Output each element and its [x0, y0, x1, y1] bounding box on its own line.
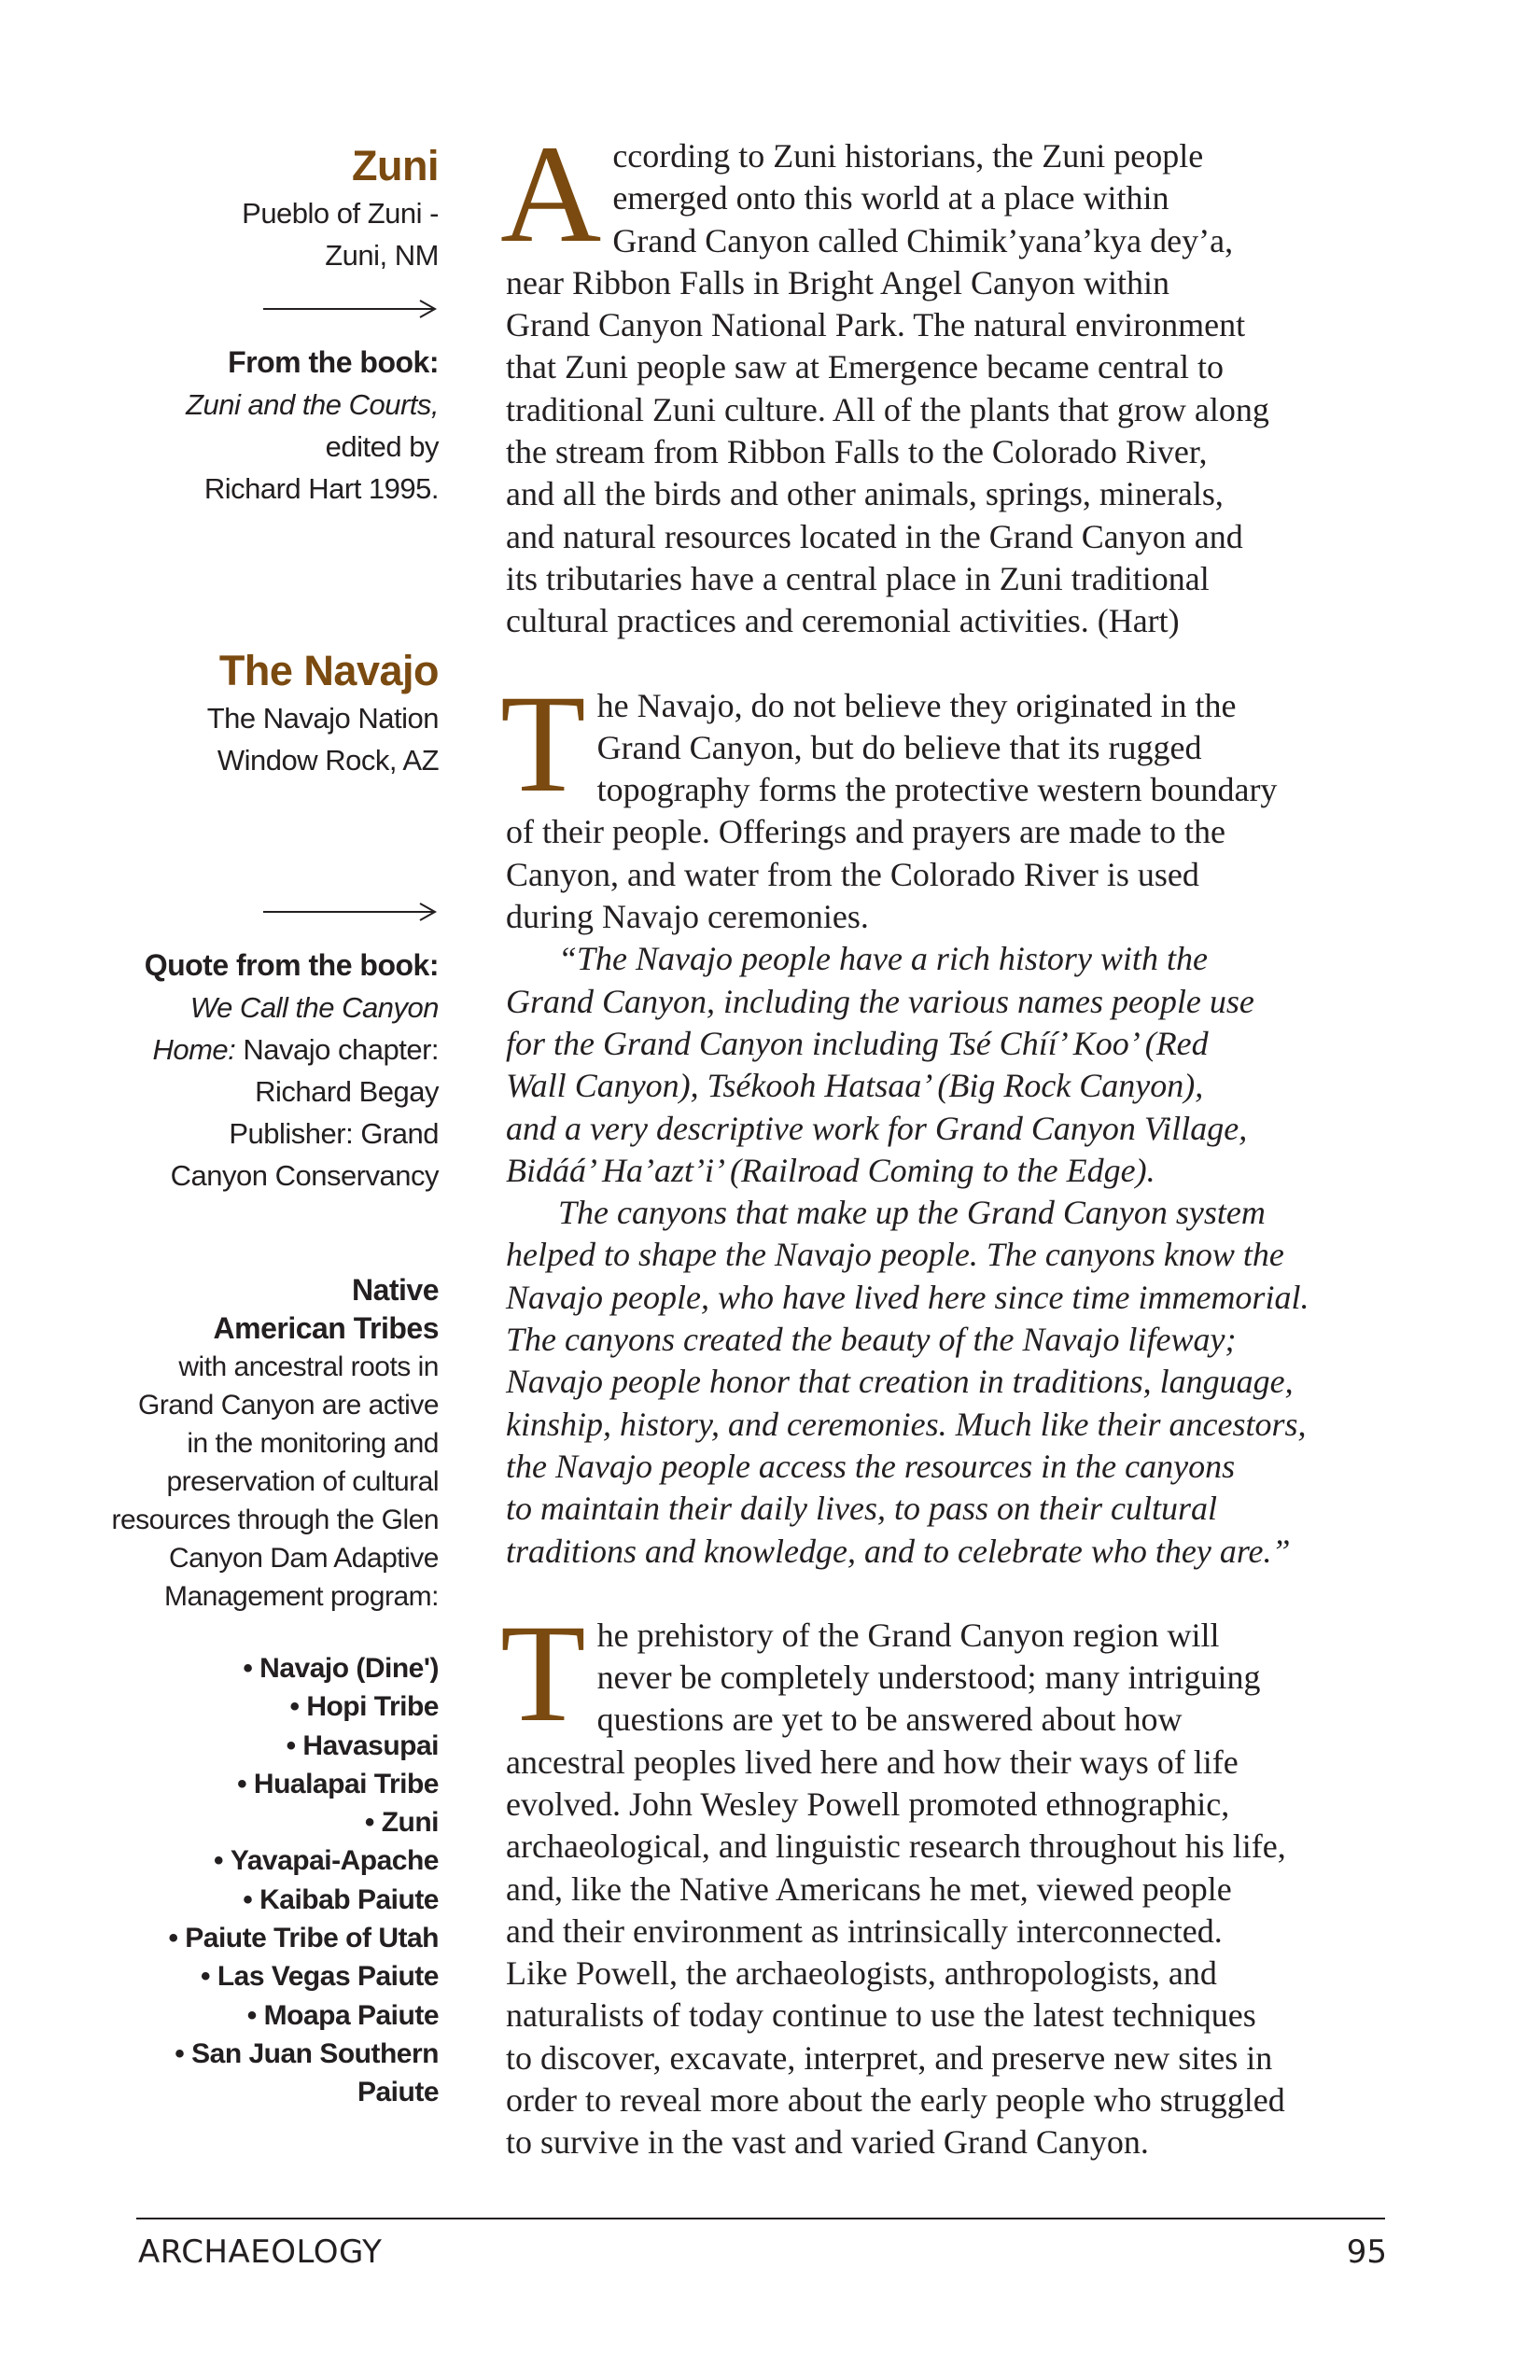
list-item: • Yavapai-Apache [93, 1841, 439, 1880]
line: near Ribbon Falls in Bright Angel Canyon within [506, 263, 1169, 301]
line: emerged onto this world at a place within [612, 179, 1169, 217]
list-item: • Moapa Paiute [93, 1996, 439, 2035]
line: during Navajo ceremonies. [506, 898, 869, 936]
line: traditional Zuni culture. All of the plants that grow along [506, 390, 1269, 428]
drop-cap: T [500, 665, 586, 821]
line: Bidáá’ Ha’azt’i’ (Railroad Coming to the Edge). [506, 1151, 1155, 1189]
drop-cap: T [500, 1595, 586, 1751]
line: topography forms the protective western boundary [596, 771, 1278, 809]
line: its tributaries have a central place in Zuni traditional [506, 559, 1210, 597]
line: for the Grand Canyon including Tsé Chíí’ Koo’ (Red [506, 1024, 1209, 1062]
drop-cap: A [500, 117, 602, 272]
line: kinship, history, and ceremonies. Much like their ancestors, [506, 1405, 1307, 1443]
page-number: 95 [1346, 2233, 1387, 2271]
line: “The Navajo people have a rich history with the [558, 940, 1208, 978]
line: Grand Canyon called Chimik’yana’kya dey’a, [612, 221, 1234, 259]
line: and, like the Native Americans he met, viewed people [506, 1869, 1232, 1908]
zuni-edited-by: edited by [325, 430, 439, 463]
tribes-desc-line: Canyon Dam Adaptive [168, 1543, 439, 1574]
tribes-desc-line: resources through the Glen [111, 1505, 439, 1535]
zuni-org-line1: Pueblo of Zuni - [242, 197, 439, 230]
navajo-book-title-line2: Home: [152, 1033, 236, 1066]
line: cultural practices and ceremonial activities. (Hart) [506, 602, 1180, 640]
line: ccording to Zuni historians, the Zuni people [612, 137, 1204, 175]
line: Grand Canyon, including the various names people use [506, 982, 1254, 1020]
tribes-desc-line: with ancestral roots in [178, 1351, 439, 1382]
line: Grand Canyon National Park. The natural environment [506, 306, 1246, 344]
line: of their people. Offerings and prayers are made to the [506, 813, 1226, 851]
line: that Zuni people saw at Emergence became central to [506, 348, 1224, 386]
line: order to reveal more about the early people who struggled [506, 2081, 1285, 2120]
navajo-org-line2: Window Rock, AZ [217, 744, 439, 777]
list-item: • San Juan Southern Paiute [93, 2035, 439, 2112]
navajo-book-title-line2-row [93, 1029, 439, 1071]
list-item: • Paiute Tribe of Utah [93, 1919, 439, 1957]
line: the stream from Ribbon Falls to the Colorado River, [506, 433, 1208, 471]
arrow-right-icon [261, 295, 439, 323]
line: naturalists of today continue to use the latest techniques [506, 1996, 1256, 2035]
line: and all the birds and other animals, springs, minerals, [506, 475, 1224, 513]
line: Navajo people honor that creation in traditions, language, [506, 1363, 1294, 1401]
footer-divider [136, 2218, 1385, 2219]
zuni-source-label: From the book: [228, 345, 439, 379]
line: he prehistory of the Grand Canyon region will [596, 1616, 1220, 1654]
line: ancestral peoples lived here and how their ways of life [506, 1743, 1239, 1781]
line: to survive in the vast and varied Grand Canyon. [506, 2123, 1149, 2162]
arrow-right-icon [261, 898, 439, 926]
line: and a very descriptive work for Grand Canyon Village, [506, 1109, 1248, 1147]
navajo-paragraph [500, 665, 1407, 939]
line: questions are yet to be answered about how [596, 1701, 1183, 1739]
tribes-desc-line: in the monitoring and [187, 1428, 439, 1459]
zuni-book-title: Zuni and the Courts, [186, 388, 439, 421]
line: The canyons created the beauty of the Navajo lifeway; [506, 1321, 1237, 1359]
navajo-org-line1: The Navajo Nation [206, 702, 439, 735]
tribes-list [93, 1649, 439, 2112]
tribes-block [93, 1271, 439, 2112]
line: to maintain their daily lives, to pass on their cultural [506, 1490, 1217, 1528]
line: The canyons that make up the Grand Canyon system [558, 1194, 1266, 1232]
sidebar [93, 140, 439, 2112]
list-item: • Hopi Tribe [93, 1687, 439, 1726]
line: archaeological, and linguistic research throughout his life, [506, 1827, 1286, 1866]
tribes-desc-line: Grand Canyon are active [137, 1390, 439, 1421]
list-item: • Havasupai [93, 1727, 439, 1765]
navajo-source-label: Quote from the book: [144, 948, 439, 982]
line: and their environment as intrinsically interconnected. [506, 1911, 1223, 1950]
tribes-desc-line: Management program: [164, 1581, 439, 1612]
line: Wall Canyon), Tsékooh Hatsaa’ (Big Rock Canyon), [506, 1067, 1204, 1105]
footer-section-title: ARCHAEOLOGY [138, 2233, 383, 2271]
navajo-author: Richard Begay [255, 1075, 439, 1108]
list-item: • Hualapai Tribe [93, 1765, 439, 1803]
line: helped to shape the Navajo people. The canyons know the [506, 1236, 1284, 1274]
list-item: • Zuni [93, 1803, 439, 1841]
line: the Navajo people access the resources in the canyons [506, 1447, 1236, 1485]
navajo-block [93, 645, 439, 1197]
navajo-quote-1 [506, 938, 1407, 1192]
list-item: • Las Vegas Paiute [93, 1957, 439, 1995]
list-item: • Navajo (Dine') [93, 1649, 439, 1687]
zuni-paragraph [500, 117, 1407, 643]
tribes-desc-line: preservation of cultural [166, 1466, 439, 1497]
line: traditions and knowledge, and to celebrate who they are.” [506, 1532, 1291, 1570]
tribes-description [93, 1348, 439, 1616]
line: to discover, excavate, interpret, and preserve new sites in [506, 2038, 1273, 2077]
navajo-publisher-line1: Publisher: Grand [229, 1117, 439, 1150]
line: Like Powell, the archaeologists, anthropologists, and [506, 1954, 1217, 1993]
zuni-editor: Richard Hart 1995. [203, 472, 439, 505]
line: Grand Canyon, but do believe that its rugged [596, 728, 1202, 766]
navajo-book-title-line1: We Call the Canyon [189, 991, 439, 1024]
list-item: • Kaibab Paiute [93, 1881, 439, 1919]
navajo-publisher-line2: Canyon Conservancy [170, 1159, 439, 1192]
line: and natural resources located in the Grand Canyon and [506, 517, 1243, 555]
line: Canyon, and water from the Colorado River is used [506, 855, 1199, 893]
tribes-heading-line2: American Tribes [213, 1311, 439, 1345]
navajo-chapter: Navajo chapter: [235, 1033, 439, 1066]
zuni-block [93, 140, 439, 510]
navajo-quote-2 [506, 1192, 1407, 1573]
prehistory-paragraph [500, 1595, 1407, 2164]
zuni-heading: Zuni [352, 142, 439, 189]
main-column [500, 117, 1407, 2164]
line: Navajo people, who have lived here since time immemorial. [506, 1278, 1309, 1316]
line: evolved. John Wesley Powell promoted ethnographic, [506, 1785, 1230, 1823]
line: never be completely understood; many intriguing [596, 1659, 1261, 1697]
navajo-heading: The Navajo [218, 647, 439, 694]
line: he Navajo, do not believe they originated in the [596, 686, 1237, 724]
zuni-org-line2: Zuni, NM [325, 239, 439, 272]
tribes-heading-line1: Native [351, 1273, 439, 1307]
